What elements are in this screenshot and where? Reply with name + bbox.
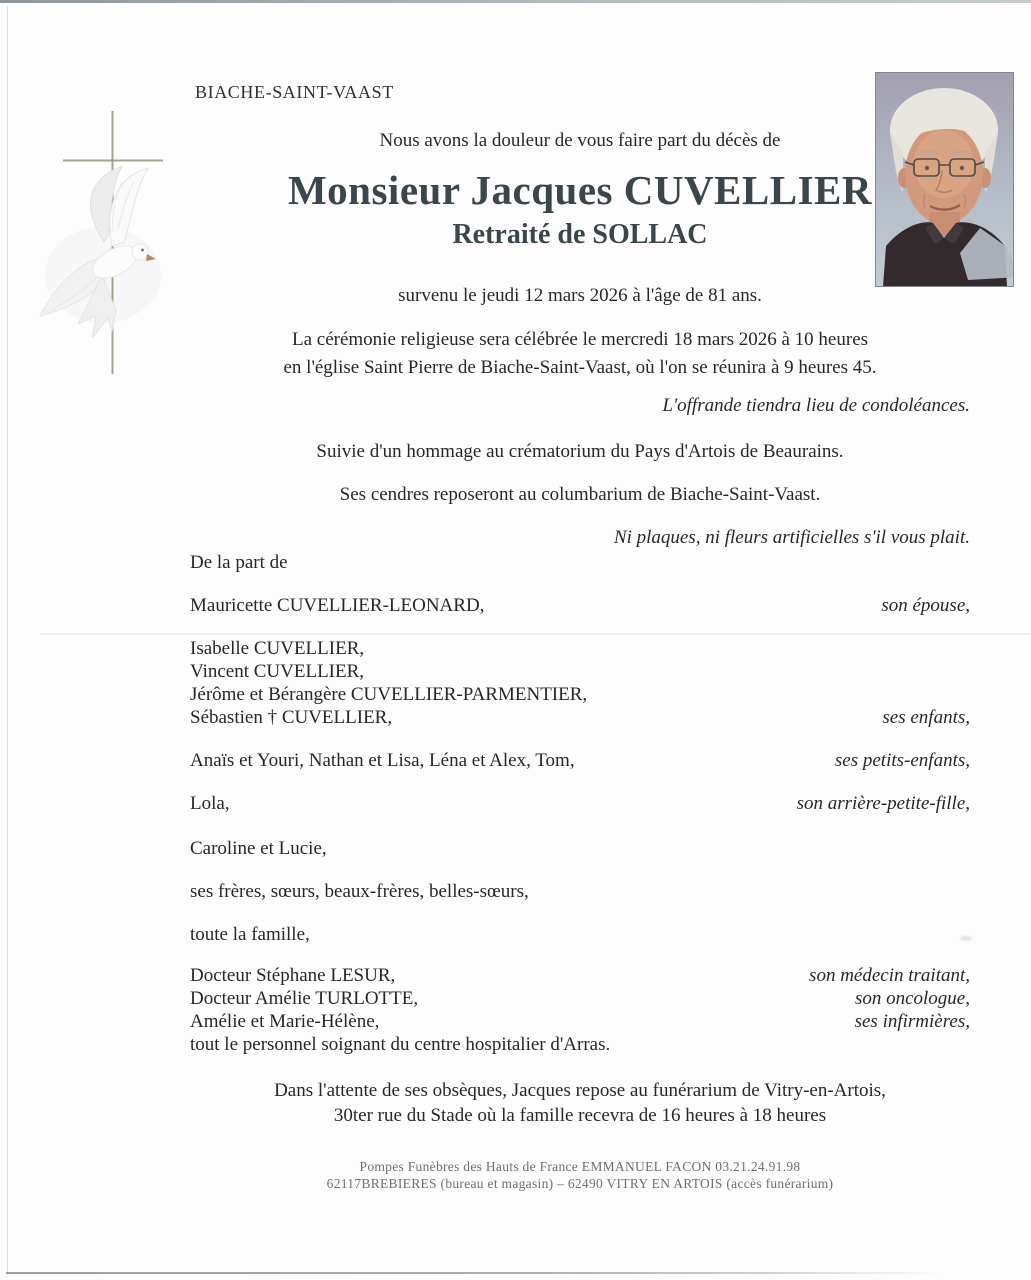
family-row (190, 837, 970, 860)
family-name: Amélie et Marie-Hélène, (190, 1011, 380, 1032)
scan-top-edge (0, 0, 1031, 3)
offering-note: L'offrande tiendra lieu de condoléances. (662, 395, 970, 416)
death-line: survenu le jeudi 12 mars 2026 à l'âge de 81 ans. (398, 285, 762, 306)
intro-line: Nous avons la douleur de vous faire part du décès de (379, 130, 781, 151)
dove-icon (40, 166, 161, 338)
family-row (190, 706, 970, 729)
family-row (190, 964, 970, 987)
family-relation: son médecin traitant, (809, 965, 970, 986)
family-relation: ses infirmières, (854, 1011, 970, 1032)
family-name: Caroline et Lucie, (190, 838, 327, 859)
ashes-line: Ses cendres reposeront au columbarium de Biache-Saint-Vaast. (339, 484, 821, 505)
deceased-subtitle: Retraité de SOLLAC (452, 219, 708, 250)
ceremony-line-2: en l'église Saint Pierre de Biache-Saint-Vaast, où l'on se réunira à 9 heures 45. (283, 357, 877, 378)
family-relation: ses petits-enfants, (834, 750, 970, 771)
funeral-home-footer (190, 1158, 970, 1192)
from-label: De la part de (190, 552, 288, 573)
no-flowers-note: Ni plaques, ni fleurs artificielles s'il vous plait. (613, 527, 970, 548)
family-name: Vincent CUVELLIER, (190, 661, 365, 682)
family-row (190, 637, 970, 660)
family-name: toute la famille, (190, 924, 310, 945)
family-name: ses frères, sœurs, beaux-frères, belles-sœurs, (190, 881, 529, 902)
family-name: tout le personnel soignant du centre hospitalier d'Arras. (190, 1034, 611, 1055)
footer-line-1: Pompes Funèbres des Hauts de France EMMANUEL FACON 03.21.24.91.98 (359, 1159, 801, 1174)
family-name: Mauricette CUVELLIER-LEONARD, (190, 595, 485, 616)
family-section (190, 551, 970, 1192)
tribute-line: Suivie d'un hommage au crématorium du Pays d'Artois de Beaurains. (316, 441, 844, 462)
wake-line-1: Dans l'attente de ses obsèques, Jacques repose au funérarium de Vitry-en-Artois, (274, 1080, 886, 1101)
footer-line-2: 62117BREBIERES (bureau et magasin) – 62490 VITRY EN ARTOIS (accès funérarium) (326, 1176, 834, 1191)
family-row (190, 683, 970, 706)
family-name: Lola, (190, 793, 230, 814)
family-row (190, 987, 970, 1010)
family-name: Isabelle CUVELLIER, (190, 638, 365, 659)
family-relation: ses enfants, (882, 707, 970, 728)
city-heading: BIACHE-SAINT-VAAST (195, 82, 394, 102)
family-name: Sébastien † CUVELLIER, (190, 707, 393, 728)
family-name: Jérôme et Bérangère CUVELLIER-PARMENTIER, (190, 684, 588, 705)
ceremony-lines (190, 326, 970, 382)
family-relation: son arrière-petite-fille, (796, 793, 970, 814)
family-row (190, 880, 970, 903)
wake-info (190, 1078, 970, 1128)
wake-line-2: 30ter rue du Stade où la famille recevra de 16 heures à 18 heures (333, 1105, 827, 1126)
family-row (190, 660, 970, 683)
ceremony-line-1: La cérémonie religieuse sera célébrée le mercredi 18 mars 2026 à 10 heures (291, 329, 869, 350)
scan-bottom-edge (6, 1272, 940, 1274)
family-name: Docteur Amélie TURLOTTE, (190, 988, 419, 1009)
family-row (190, 792, 970, 815)
family-name: Anaïs et Youri, Nathan et Lisa, Léna et Alex, Tom, (190, 750, 575, 771)
family-name: Docteur Stéphane LESUR, (190, 965, 396, 986)
cross-and-dove-graphic (0, 80, 200, 400)
family-row (190, 749, 970, 772)
family-row (190, 923, 970, 946)
family-relation: son oncologue, (854, 988, 970, 1009)
family-relation: son épouse, (881, 595, 970, 616)
deceased-name: Monsieur Jacques CUVELLIER (287, 167, 873, 213)
family-row (190, 1033, 970, 1056)
family-row (190, 1010, 970, 1033)
family-row (190, 594, 970, 617)
